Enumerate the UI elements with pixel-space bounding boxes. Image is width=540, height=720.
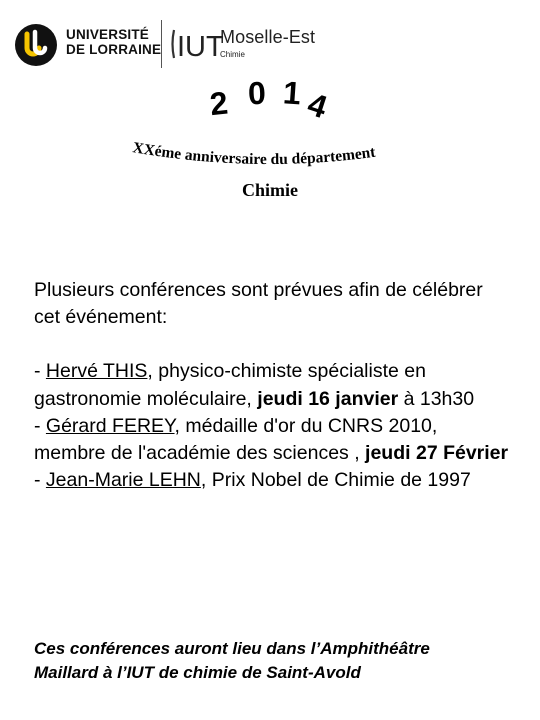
venue-line1: Ces conférences auront lieu dans l’Amphithéâtre [34, 639, 430, 658]
speaker-name: Hervé THIS [45, 360, 148, 383]
university-name [66, 27, 161, 57]
talk-description: , physico-chimiste spécialiste en gastronomie moléculaire, [34, 360, 426, 410]
venue-note [34, 637, 514, 685]
iut-logo-icon [168, 26, 224, 63]
speaker-name: Jean-Marie LEHN [45, 469, 201, 492]
university-name-line2: DE LORRAINE [66, 42, 162, 57]
venue-line2: Maillard à l’IUT de chimie de Saint-Avold [34, 663, 361, 682]
talk-item [34, 467, 514, 494]
anniversary-text [131, 139, 377, 168]
talk-date: jeudi 27 Février [365, 442, 509, 465]
paragraph-spacer [34, 331, 514, 358]
talk-description: , Prix Nobel de Chimie de 1997 [200, 469, 471, 492]
talk-item [34, 413, 514, 467]
department-title: Chimie [242, 180, 298, 200]
talk-description: , médaille d'or du CNRS 2010, membre de l'académie des sciences , [34, 414, 438, 465]
iut-dept: Chimie [220, 50, 245, 59]
year-char: 4 [303, 85, 332, 126]
talk-item [34, 358, 514, 412]
logo-divider [161, 20, 162, 68]
iut-mark-text: IUT [177, 31, 224, 63]
year-char: 1 [281, 74, 303, 112]
year-title [190, 74, 360, 134]
year-char: 2 [208, 84, 230, 123]
talk-prefix: - [34, 414, 46, 437]
anniversary-title [120, 132, 420, 180]
talk-date: jeudi 16 janvier [257, 387, 399, 410]
speaker-name: Gérard FEREY [45, 414, 175, 437]
year-char: 0 [247, 74, 267, 112]
announcement-body [34, 277, 514, 494]
talk-prefix: - [34, 360, 46, 383]
anniversary-textpath: XXéme anniversaire du département [131, 139, 377, 169]
intro-paragraph: Plusieurs conférences sont prévues afin de célébrer cet événement: [34, 279, 483, 329]
universite-de-lorraine-logo-icon [14, 23, 58, 67]
iut-city: Moselle-Est [220, 27, 316, 47]
talk-time: à 13h30 [398, 387, 475, 410]
university-name-line1: UNIVERSITÉ [66, 27, 150, 42]
talk-prefix: - [34, 469, 46, 492]
